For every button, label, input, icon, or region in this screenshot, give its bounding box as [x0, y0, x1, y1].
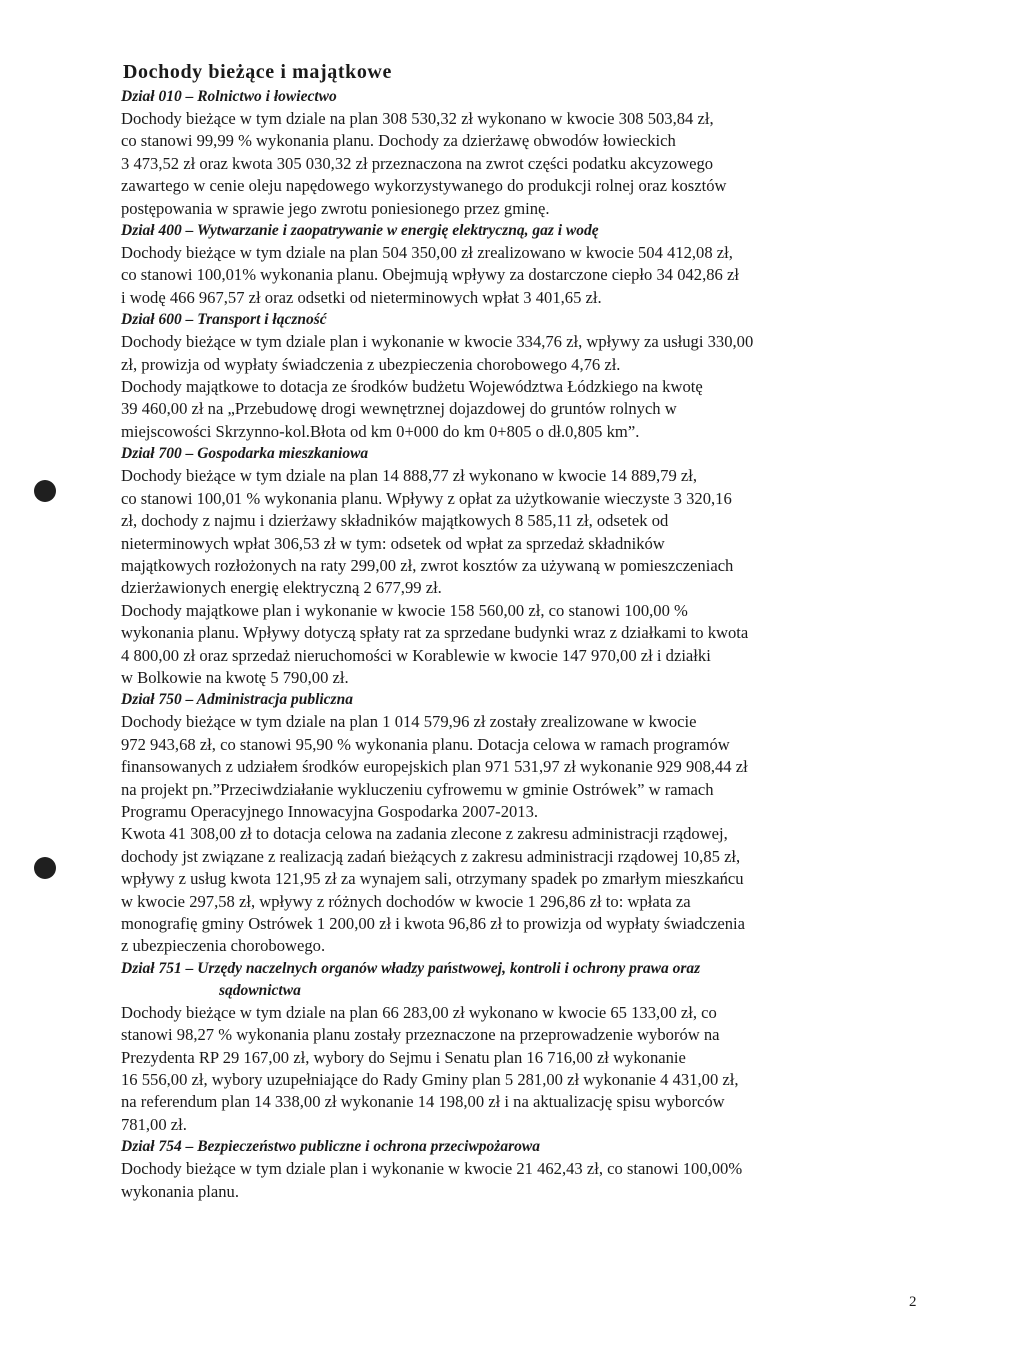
section-heading-line: Dział 010 – Rolnictwo i łowiectwo: [121, 88, 337, 105]
document-body: [121, 58, 921, 1203]
paragraph-line: Dochody bieżące w tym dziale plan i wykonanie w kwocie 334,76 zł, wpływy za usługi 330,00: [121, 332, 754, 352]
paragraph-line: co stanowi 99,99 % wykonania planu. Dochody za dzierżawę obwodów łowieckich: [121, 131, 676, 151]
paragraph-line: z ubezpieczenia chorobowego.: [121, 936, 326, 956]
paragraph-line: co stanowi 100,01 % wykonania planu. Wpływy z opłat za użytkowanie wieczyste 3 320,16: [121, 488, 732, 508]
paragraph-line: majątkowych rozłożonych na raty 299,00 zł, zwrot kosztów za używaną w pomieszczeniach: [121, 555, 734, 575]
section-heading-line: Dział 751 – Urzędy naczelnych organów władzy państwowej, kontroli i ochrony prawa oraz: [121, 959, 701, 977]
section-heading-line: Dział 750 – Administracja publiczna: [121, 691, 353, 709]
section: [121, 689, 921, 957]
paragraph-line: wpływy z usług kwota 121,95 zł za wynajem sali, otrzymany spadek po zmarłym mieszkańcu: [121, 869, 744, 889]
paragraph-line: 3 473,52 zł oraz kwota 305 030,32 zł przeznaczona na zwrot części podatku akcyzowego: [121, 153, 714, 173]
paragraph-line: 39 460,00 zł na „Przebudowę drogi wewnętrznej dojazdowej do gruntów rolnych w: [121, 399, 677, 419]
paragraph-line: w Bolkowie na kwotę 5 790,00 zł.: [121, 667, 349, 687]
sections: [121, 86, 921, 1203]
paragraph-line: co stanowi 100,01% wykonania planu. Obejmują wpływy za dostarczone ciepło 34 042,86 zł: [121, 265, 739, 285]
section: [121, 220, 921, 309]
binder-hole-top: [34, 480, 56, 502]
binder-hole-bottom: [34, 857, 56, 879]
paragraph-line: Dochody bieżące w tym dziale na plan 66 283,00 zł wykonano w kwocie 65 133,00 zł, co: [121, 1002, 717, 1022]
paragraph-line: na referendum plan 14 338,00 zł wykonanie 14 198,00 zł i na aktualizację spisu wyborców: [121, 1092, 725, 1112]
paragraph-line: monografię gminy Ostrówek 1 200,00 zł i kwota 96,86 zł to prowizja od wypłaty świadczenia: [121, 914, 745, 933]
paragraph-line: stanowi 98,27 % wykonania planu zostały przeznaczone na przeprowadzenie wyborów na: [121, 1025, 720, 1045]
paragraph-line: Dochody bieżące w tym dziale na plan 14 888,77 zł wykonano w kwocie 14 889,79 zł,: [121, 466, 698, 486]
paragraph-line: wykonania planu.: [121, 1181, 239, 1201]
paragraph-line: Dochody majątkowe plan i wykonanie w kwocie 158 560,00 zł, co stanowi 100,00 %: [121, 600, 688, 620]
section-heading-line: Dział 400 – Wytwarzanie i zaopatrywanie w energię elektryczną, gaz i wodę: [121, 222, 599, 240]
paragraph-line: zł, dochody z najmu i dzierżawy składników majątkowych 8 585,11 zł, odsetek od: [121, 511, 669, 531]
paragraph-line: Dochody bieżące w tym dziale na plan 308 530,32 zł wykonano w kwocie 308 503,84 zł,: [121, 109, 714, 128]
paragraph-line: finansowanych z udziałem środków europejskich plan 971 531,97 zł wykonanie 929 908,44 zł: [121, 757, 748, 777]
paragraph-line: w kwocie 297,58 zł, wpływy z różnych dochodów w kwocie 1 296,86 zł to: wpłata za: [121, 891, 691, 911]
section-heading-line: Dział 754 – Bezpieczeństwo publiczne i ochrona przeciwpożarowa: [121, 1138, 540, 1156]
paragraph-line: nieterminowych wpłat 306,53 zł w tym: odsetek od wpłat za sprzedaż składników: [121, 533, 665, 553]
page-number: 2: [909, 1294, 917, 1310]
paragraph-line: na projekt pn.”Przeciwdziałanie wykluczeniu cyfrowemu w gminie Ostrówek” w ramach: [121, 779, 714, 799]
paragraph-line: Dochody majątkowe to dotacja ze środków budżetu Województwa Łódzkiego na kwotę: [121, 377, 703, 397]
section-heading-line: Dział 700 – Gospodarka mieszkaniowa: [121, 445, 369, 463]
paragraph-line: zł, prowizja od wypłaty świadczenia z ubezpieczenia chorobowego 4,76 zł.: [121, 354, 621, 374]
paragraph-line: Programu Operacyjnego Innowacyjna Gospodarka 2007-2013.: [121, 801, 539, 821]
section-heading: [121, 958, 921, 1002]
paragraph-line: 4 800,00 zł oraz sprzedaż nieruchomości w Korablewie w kwocie 147 970,00 zł i działki: [121, 645, 711, 665]
paragraph-line: Dochody bieżące w tym dziale plan i wykonanie w kwocie 21 462,43 zł, co stanowi 100,00%: [121, 1159, 743, 1179]
paragraph-line: 972 943,68 zł, co stanowi 95,90 % wykonania planu. Dotacja celowa w ramach programów: [121, 734, 730, 754]
section: [121, 958, 921, 1136]
paragraph-line: dochody jst związane z realizacją zadań bieżących z zakresu administracji rządowej 10,85 zł,: [121, 846, 741, 866]
section-heading-line: sądownictwa: [219, 981, 301, 999]
paragraph-line: 16 556,00 zł, wybory uzupełniające do Rady Gminy plan 5 281,00 zł wykonanie 4 431,00 zł,: [121, 1070, 739, 1090]
section: [121, 86, 921, 220]
section-heading: [121, 1136, 921, 1158]
section: [121, 443, 921, 689]
section-heading: [121, 443, 921, 465]
section-heading: [121, 689, 921, 711]
paragraph-line: Dochody bieżące w tym dziale na plan 1 014 579,96 zł zostały zrealizowane w kwocie: [121, 712, 697, 732]
section-heading: [121, 220, 921, 242]
paragraph-line: postępowania w sprawie jego zwrotu poniesionego przez gminę.: [121, 198, 550, 218]
paragraph-line: zawartego w cenie oleju napędowego wykorzystywanego do produkcji rolnej oraz kosztów: [121, 176, 727, 196]
paragraph-line: Dochody bieżące w tym dziale na plan 504 350,00 zł zrealizowano w kwocie 504 412,08 zł,: [121, 243, 733, 263]
paragraph-line: 781,00 zł.: [121, 1114, 187, 1134]
paragraph-line: miejscowości Skrzynno-kol.Błota od km 0+000 do km 0+805 o dł.0,805 km”.: [121, 421, 640, 441]
section-heading-line: Dział 600 – Transport i łączność: [121, 311, 327, 329]
paragraph-line: i wodę 466 967,57 zł oraz odsetki od nieterminowych wpłat 3 401,65 zł.: [121, 287, 602, 307]
paragraph-line: wykonania planu. Wpływy dotyczą spłaty rat za sprzedane budynki wraz z działkami to kwota: [121, 623, 749, 643]
paragraph-line: Kwota 41 308,00 zł to dotacja celowa na zadania zlecone z zakresu administracji rządowej,: [121, 824, 728, 844]
section: [121, 1136, 921, 1203]
section-heading: [121, 86, 921, 108]
paragraph-line: dzierżawionych energię elektryczną 2 677,99 zł.: [121, 578, 442, 598]
page-title: Dochody bieżące i majątkowe: [123, 61, 392, 83]
section-heading: [121, 309, 921, 331]
paragraph-line: Prezydenta RP 29 167,00 zł, wybory do Sejmu i Senatu plan 16 716,00 zł wykonanie: [121, 1047, 686, 1067]
section: [121, 309, 921, 443]
